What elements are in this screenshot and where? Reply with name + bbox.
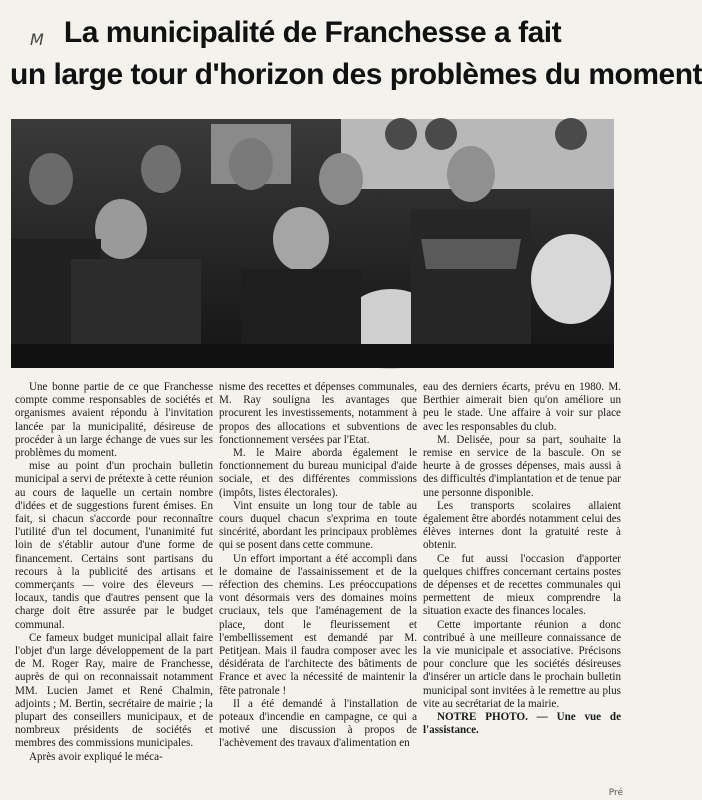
edge-fragment-text: Pré bbox=[608, 788, 623, 798]
headline-line-1: La municipalité de Franchesse a fait bbox=[63, 16, 562, 49]
article-body bbox=[15, 381, 621, 793]
paragraph: M. le Maire aborda également le fonctionnement du bureau municipal d'aide sociale, et des différentes commissions (impôts, listes électorales). bbox=[219, 447, 417, 499]
paragraph: Ce fameux budget municipal allait faire l'objet d'un large développement de la part de M. Roger Ray, maire de Franchesse, auprès de qui on reconnaissait notamment MM. Lucien Jamet et René Chalmin, adjoints ; M. Bertin, secrétaire de mairie ; la plupart des conseillers municipaux, et de nombreux présidents de sociétés et membres des commissions municipales. bbox=[15, 631, 213, 750]
photo-caption: NOTRE PHOTO. — Une vue de l'assistance. bbox=[423, 711, 621, 737]
paragraph: Après avoir expliqué le méca- bbox=[29, 750, 163, 763]
article-column-3 bbox=[423, 381, 621, 793]
paragraph: M. Delisée, pour sa part, souhaite la remise en service de la bascule. On se heurte à de grosses dépenses, mais aussi à des difficultés d'implantation et de tenue par une personne disponible. bbox=[423, 433, 621, 499]
paragraph: mise au point d'un prochain bulletin municipal a servi de prétexte à cette réunion au cours de laquelle un certain nombre d'idées et de suggestions furent émises. En fait, si chacun s'accorde pour reconnaître l'utilité d'un tel document, l'unanimité fut loin de s'établir autour d'une forme de financement. Certains sont partisans du recours à la publicité des artisans et commerçants — voire des éleveurs — locaux, tandis que d'autres pensent que la charge doit être assurée par le budget communal. bbox=[15, 460, 213, 631]
paragraph: Vint ensuite un long tour de table au cours duquel chacun s'exprima en toute sincérité, abordant les principaux problèmes qui se posent dans cette commune. bbox=[219, 499, 417, 552]
handwritten-margin-note: M bbox=[30, 30, 44, 49]
paragraph: Une bonne partie de ce que Franchesse compte comme responsables de sociétés et organismes avaient répondu à l'invitation lancée par la municipalité, désireuse de procéder à un large échange de vues sur les problèmes du moment. bbox=[15, 381, 213, 460]
paragraph: Cette importante réunion a donc contribué à une meilleure connaissance de la vie municipale et associative. Précisons pour conclure que les sociétés désireuses d'insérer un article dans le prochain bulletin municipal sont invitées à le remettre au plus vite au secrétariat de la mairie. bbox=[423, 618, 621, 710]
group-meeting-photo-icon bbox=[11, 119, 614, 368]
paragraph: nisme des recettes et dépenses communales, M. Ray souligna les avantages que procurent les investissements, notamment à propos des allocations et subventions de fonctionnement versées par l'Etat. bbox=[219, 381, 417, 446]
paragraph: eau des derniers écarts, prévu en 1980. M. Berthier aimerait bien qu'on améliore un peu le stade. Une affaire à voir sur place avec les responsables du club. bbox=[423, 381, 621, 433]
paragraph: Ce fut aussi l'occasion d'apporter quelques chiffres concernant certains postes de dépenses et de recettes communales qui permettent de mieux comprendre la situation exacte des finances locales. bbox=[423, 552, 621, 618]
article-column-2 bbox=[219, 381, 417, 793]
paragraph: Un effort important a été accompli dans le domaine de l'assainissement et de la réfection des chemins. Les préoccupations vont désormais vers des domaines moins cruciaux, tels que l'aménagement de la place, dont le fleurissement et l'embellissement est demandé par M. Petitjean. Mais il faudra composer avec les désidérata de l'architecte des bâtiments de France et avec la nécessité de maintenir la fête patronale ! bbox=[219, 552, 417, 697]
article-column-1 bbox=[15, 381, 213, 793]
paragraph: Il a été demandé à l'installation de poteaux d'incendie en campagne, ce qui a motivé une discussion à propos de l'achèvement des travaux d'alimentation en bbox=[219, 697, 417, 750]
paragraph: Les transports scolaires allaient également être abordés notamment celui des élèves internes dont la gratuité reste à obtenir. bbox=[423, 499, 621, 552]
meeting-photo bbox=[11, 119, 614, 368]
headline bbox=[10, 12, 702, 96]
headline-line-2: un large tour d'horizon des problèmes du moment bbox=[10, 58, 702, 91]
